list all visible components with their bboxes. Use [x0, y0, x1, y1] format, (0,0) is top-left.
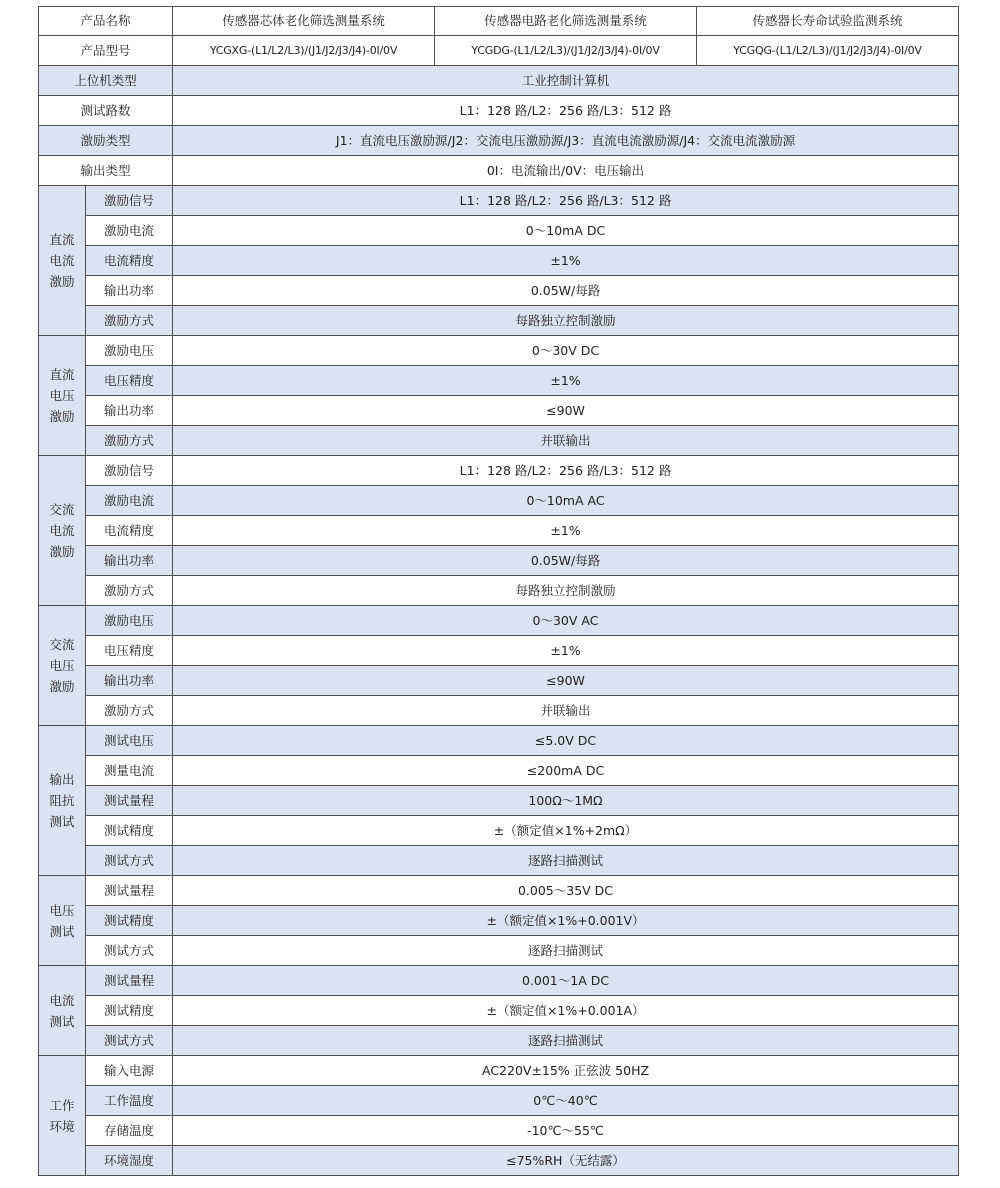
row-label: 测量电流: [86, 756, 173, 786]
row-value: 0.001～1A DC: [173, 966, 959, 996]
row-label: 电流精度: [86, 516, 173, 546]
row-value: 每路独立控制激励: [173, 576, 959, 606]
row-value: L1：128 路/L2：256 路/L3：512 路: [173, 96, 959, 126]
row-value: ±（额定值×1%+2mΩ）: [173, 816, 959, 846]
row-label: 测试精度: [86, 816, 173, 846]
spec-row: [39, 576, 959, 606]
group-category-text: 测试: [49, 814, 75, 829]
spec-row: [39, 1026, 959, 1056]
row-label: 测试量程: [86, 966, 173, 996]
group-category: [39, 876, 86, 966]
group-category-text: 激励: [49, 544, 75, 559]
row-label: 存储温度: [86, 1116, 173, 1146]
row-value: ≤200mA DC: [173, 756, 959, 786]
group-category-text: 交流: [49, 637, 75, 652]
row-label: 工作温度: [86, 1086, 173, 1116]
row-label: 测试方式: [86, 1026, 173, 1056]
group-category-text: 测试: [49, 923, 75, 939]
product-name-cell: 传感器长寿命试验监测系统: [697, 7, 959, 36]
row-label: 测试方式: [86, 846, 173, 876]
general-row: [39, 156, 959, 186]
model-label: 产品型号: [39, 36, 173, 66]
row-value: 逐路扫描测试: [173, 936, 959, 966]
row-value: 100Ω～1MΩ: [173, 786, 959, 816]
row-label: 激励信号: [86, 186, 173, 216]
row-value: L1：128 路/L2：256 路/L3：512 路: [173, 456, 959, 486]
spec-row: [39, 486, 959, 516]
spec-row: [39, 426, 959, 456]
spec-row: [39, 696, 959, 726]
row-label: 激励电流: [86, 216, 173, 246]
spec-row: [39, 966, 959, 996]
row-label: 激励方式: [86, 576, 173, 606]
group-category-text: 激励: [49, 274, 75, 289]
row-label: 激励电流: [86, 486, 173, 516]
row-label: 激励信号: [86, 456, 173, 486]
spec-row: [39, 1146, 959, 1176]
spec-row: [39, 1086, 959, 1116]
general-row: [39, 66, 959, 96]
row-label: 测试量程: [86, 876, 173, 906]
spec-row: [39, 516, 959, 546]
row-label: 电压精度: [86, 366, 173, 396]
product-name-label: 产品名称: [39, 7, 173, 36]
spec-row: [39, 876, 959, 906]
spec-row: [39, 1116, 959, 1146]
product-name-cell: 传感器芯体老化筛选测量系统: [173, 7, 435, 36]
group-category-text: 测试: [49, 1013, 75, 1029]
spec-row: [39, 186, 959, 216]
row-value: 并联输出: [173, 426, 959, 456]
group-category: [39, 1056, 86, 1176]
group-category-text: 输出: [49, 772, 75, 787]
model-cell: YCGQG-(L1/L2/L3)/(J1/J2/J3/J4)-0I/0V: [697, 36, 959, 66]
row-value: ≤90W: [173, 396, 959, 426]
row-label: 电压精度: [86, 636, 173, 666]
row-label: 输出功率: [86, 396, 173, 426]
group-category: [39, 606, 86, 726]
group-category: [39, 336, 86, 456]
row-value: -10℃～55℃: [173, 1116, 959, 1146]
group-category-text: 直流: [49, 232, 75, 247]
row-value: ≤5.0V DC: [173, 726, 959, 756]
row-label: 测试精度: [86, 996, 173, 1026]
spec-row: [39, 336, 959, 366]
spec-row: [39, 846, 959, 876]
spec-row: [39, 786, 959, 816]
row-value: 并联输出: [173, 696, 959, 726]
row-label: 测试量程: [86, 786, 173, 816]
row-label: 激励类型: [39, 126, 173, 156]
row-label: 测试路数: [39, 96, 173, 126]
row-label: 输出功率: [86, 666, 173, 696]
spec-row: [39, 276, 959, 306]
row-value: 0I：电流输出/0V：电压输出: [173, 156, 959, 186]
group-category-text: 直流: [49, 367, 75, 382]
row-value: J1：直流电压激励源/J2：交流电压激励源/J3：直流电流激励源/J4：交流电流激励源: [173, 126, 959, 156]
spec-table-body: [39, 7, 959, 1176]
row-label: 激励电压: [86, 606, 173, 636]
row-value: L1：128 路/L2：256 路/L3：512 路: [173, 186, 959, 216]
group-category: [39, 966, 86, 1056]
group-category-text: 电压: [49, 388, 75, 403]
model-cell: YCGXG-(L1/L2/L3)/(J1/J2/J3/J4)-0I/0V: [173, 36, 435, 66]
spec-row: [39, 546, 959, 576]
row-label: 激励方式: [86, 426, 173, 456]
spec-row: [39, 666, 959, 696]
spec-row: [39, 216, 959, 246]
row-value: ±（额定值×1%+0.001A）: [173, 996, 959, 1026]
group-category-text: 激励: [49, 409, 75, 424]
spec-row: [39, 726, 959, 756]
group-category-text: 激励: [49, 679, 75, 694]
row-value: 0～30V AC: [173, 606, 959, 636]
row-value: 0～10mA AC: [173, 486, 959, 516]
row-label: 输出功率: [86, 546, 173, 576]
row-value: AC220V±15% 正弦波 50HZ: [173, 1056, 959, 1086]
row-value: 0～10mA DC: [173, 216, 959, 246]
spec-row: [39, 456, 959, 486]
model-cell: YCGDG-(L1/L2/L3)/(J1/J2/J3/J4)-0I/0V: [435, 36, 697, 66]
row-label: 上位机类型: [39, 66, 173, 96]
row-value: 0.05W/每路: [173, 276, 959, 306]
row-value: 工业控制计算机: [173, 66, 959, 96]
group-category: [39, 186, 86, 336]
row-value: ±1%: [173, 516, 959, 546]
row-value: ±1%: [173, 366, 959, 396]
spec-row: [39, 816, 959, 846]
group-category-text: 电压: [49, 658, 75, 673]
row-value: 每路独立控制激励: [173, 306, 959, 336]
row-value: ±（额定值×1%+0.001V）: [173, 906, 959, 936]
group-category-text: 电流: [49, 253, 75, 268]
model-row: [39, 36, 959, 66]
row-value: ±1%: [173, 246, 959, 276]
spec-row: [39, 1056, 959, 1086]
spec-row: [39, 906, 959, 936]
spec-table: [38, 6, 959, 1176]
group-category-text: 阻抗: [49, 793, 75, 808]
group-category-text: 工作: [49, 1097, 75, 1113]
row-label: 测试方式: [86, 936, 173, 966]
row-value: 逐路扫描测试: [173, 846, 959, 876]
row-label: 环境湿度: [86, 1146, 173, 1176]
row-value: 逐路扫描测试: [173, 1026, 959, 1056]
row-label: 电流精度: [86, 246, 173, 276]
group-category-text: 电流: [49, 523, 75, 538]
general-row: [39, 126, 959, 156]
spec-row: [39, 996, 959, 1026]
row-value: 0.005～35V DC: [173, 876, 959, 906]
row-label: 激励方式: [86, 696, 173, 726]
spec-row: [39, 396, 959, 426]
group-category: [39, 456, 86, 606]
group-category-text: 环境: [49, 1118, 75, 1134]
spec-row: [39, 246, 959, 276]
row-value: 0.05W/每路: [173, 546, 959, 576]
group-category-text: 电流: [49, 992, 75, 1008]
general-row: [39, 96, 959, 126]
spec-row: [39, 606, 959, 636]
row-label: 测试电压: [86, 726, 173, 756]
row-value: ≤90W: [173, 666, 959, 696]
row-label: 输入电源: [86, 1056, 173, 1086]
spec-row: [39, 936, 959, 966]
spec-row: [39, 366, 959, 396]
row-value: 0～30V DC: [173, 336, 959, 366]
spec-row: [39, 306, 959, 336]
row-value: ≤75%RH（无结露）: [173, 1146, 959, 1176]
group-category-text: 交流: [49, 502, 75, 517]
row-label: 输出功率: [86, 276, 173, 306]
row-label: 激励电压: [86, 336, 173, 366]
row-label: 测试精度: [86, 906, 173, 936]
group-category-text: 电压: [49, 902, 75, 918]
row-value: 0℃～40℃: [173, 1086, 959, 1116]
product-name-row: [39, 7, 959, 36]
product-name-cell: 传感器电路老化筛选测量系统: [435, 7, 697, 36]
row-label: 激励方式: [86, 306, 173, 336]
spec-row: [39, 756, 959, 786]
spec-row: [39, 636, 959, 666]
group-category: [39, 726, 86, 876]
row-label: 输出类型: [39, 156, 173, 186]
row-value: ±1%: [173, 636, 959, 666]
